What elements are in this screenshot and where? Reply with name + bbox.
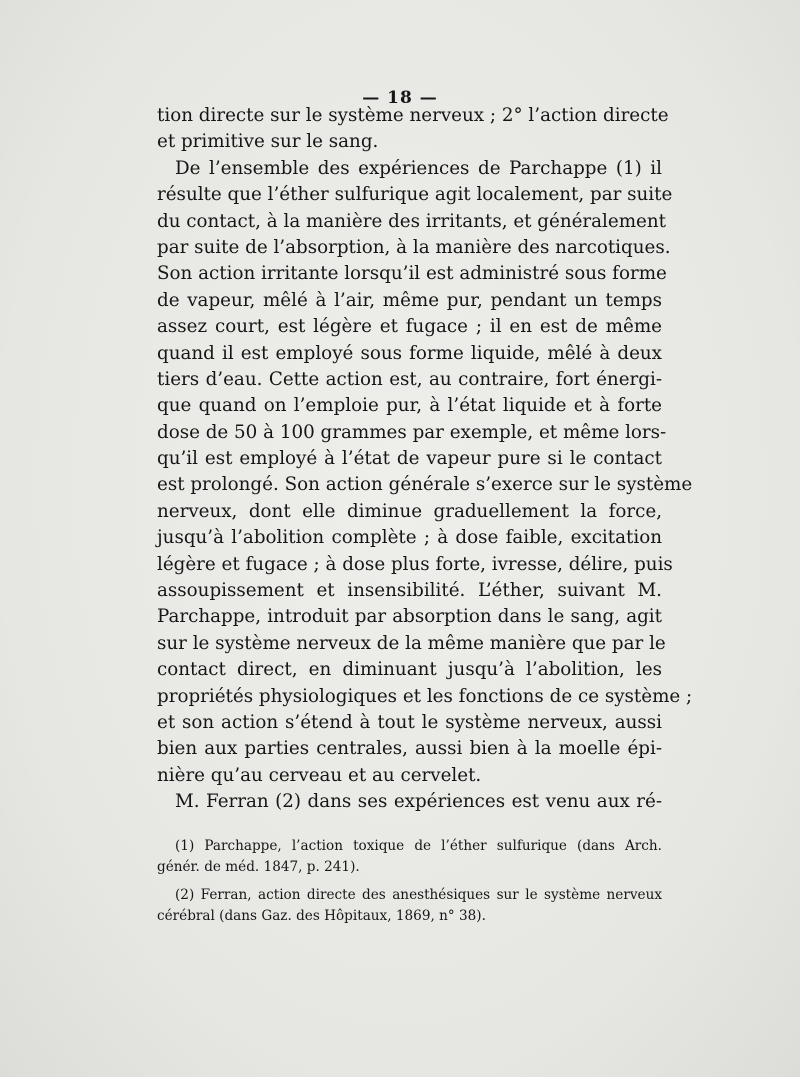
page-number: — 18 — xyxy=(362,88,438,108)
text-line: assez court, est légère et fugace ; il en est de même xyxy=(157,316,662,338)
text-line: nerveux, dont elle diminue graduellement la force, xyxy=(157,500,662,522)
text-line: jusqu’à l’abolition complète ; à dose faible, excitation xyxy=(157,527,662,549)
footnote-line: cérébral (dans Gaz. des Hôpitaux, 1869, n° 38). xyxy=(157,908,486,924)
text-line: bien aux parties centrales, aussi bien à la moelle épi- xyxy=(157,738,662,760)
text-line: dose de 50 à 100 grammes par exemple, et même lors- xyxy=(157,421,667,443)
text-line: contact direct, en diminuant jusqu’à l’abolition, les xyxy=(157,659,662,681)
footnote-gap xyxy=(157,878,662,885)
text-line: Son action irritante lorsqu’il est administré sous forme xyxy=(157,263,667,285)
body-text xyxy=(157,103,693,816)
text-line: propriétés physiologiques et les fonctions de ce système ; xyxy=(157,685,693,707)
text-line: quand il est employé sous forme liquide, mêlé à deux xyxy=(157,342,662,364)
footnote-line: (2) Ferran, action directe des anesthésiques sur le système nerveux xyxy=(175,887,662,903)
text-line: De l’ensemble des expériences de Parchappe (1) il xyxy=(175,157,662,179)
text-line: que quand on l’emploie pur, à l’état liquide et à forte xyxy=(157,395,662,417)
text-line: qu’il est employé à l’état de vapeur pure si le contact xyxy=(157,448,662,470)
text-line: M. Ferran (2) dans ses expériences est venu aux ré- xyxy=(175,791,662,813)
text-line: est prolongé. Son action générale s’exerce sur le système xyxy=(157,474,693,496)
text-line: légère et fugace ; à dose plus forte, ivresse, délire, puis xyxy=(157,553,673,575)
text-line: et son action s’étend à tout le système nerveux, aussi xyxy=(157,711,662,733)
text-line: résulte que l’éther sulfurique agit localement, par suite xyxy=(157,184,673,206)
text-line: nière qu’au cerveau et au cervelet. xyxy=(157,764,482,786)
text-line: de vapeur, mêlé à l’air, même pur, pendant un temps xyxy=(157,289,662,311)
text-line: Parchappe, introduit par absorption dans le sang, agit xyxy=(157,606,662,628)
text-line: assoupissement et insensibilité. L’éther, suivant M. xyxy=(157,580,662,602)
text-line: tiers d’eau. Cette action est, au contraire, fort énergi- xyxy=(157,368,662,390)
text-line: par suite de l’absorption, à la manière des narcotiques. xyxy=(157,236,671,258)
footnote-line: (1) Parchappe, l’action toxique de l’éther sulfurique (dans Arch. xyxy=(175,838,662,854)
footnotes xyxy=(157,836,662,927)
text-line: du contact, à la manière des irritants, et généralement xyxy=(157,210,666,232)
text-line: et primitive sur le sang. xyxy=(157,131,379,153)
footnote-line: génér. de méd. 1847, p. 241). xyxy=(157,859,360,875)
text-line: sur le système nerveux de la même manière que par le xyxy=(157,632,666,654)
text-line: tion directe sur le système nerveux ; 2° l’action directe xyxy=(157,105,669,126)
